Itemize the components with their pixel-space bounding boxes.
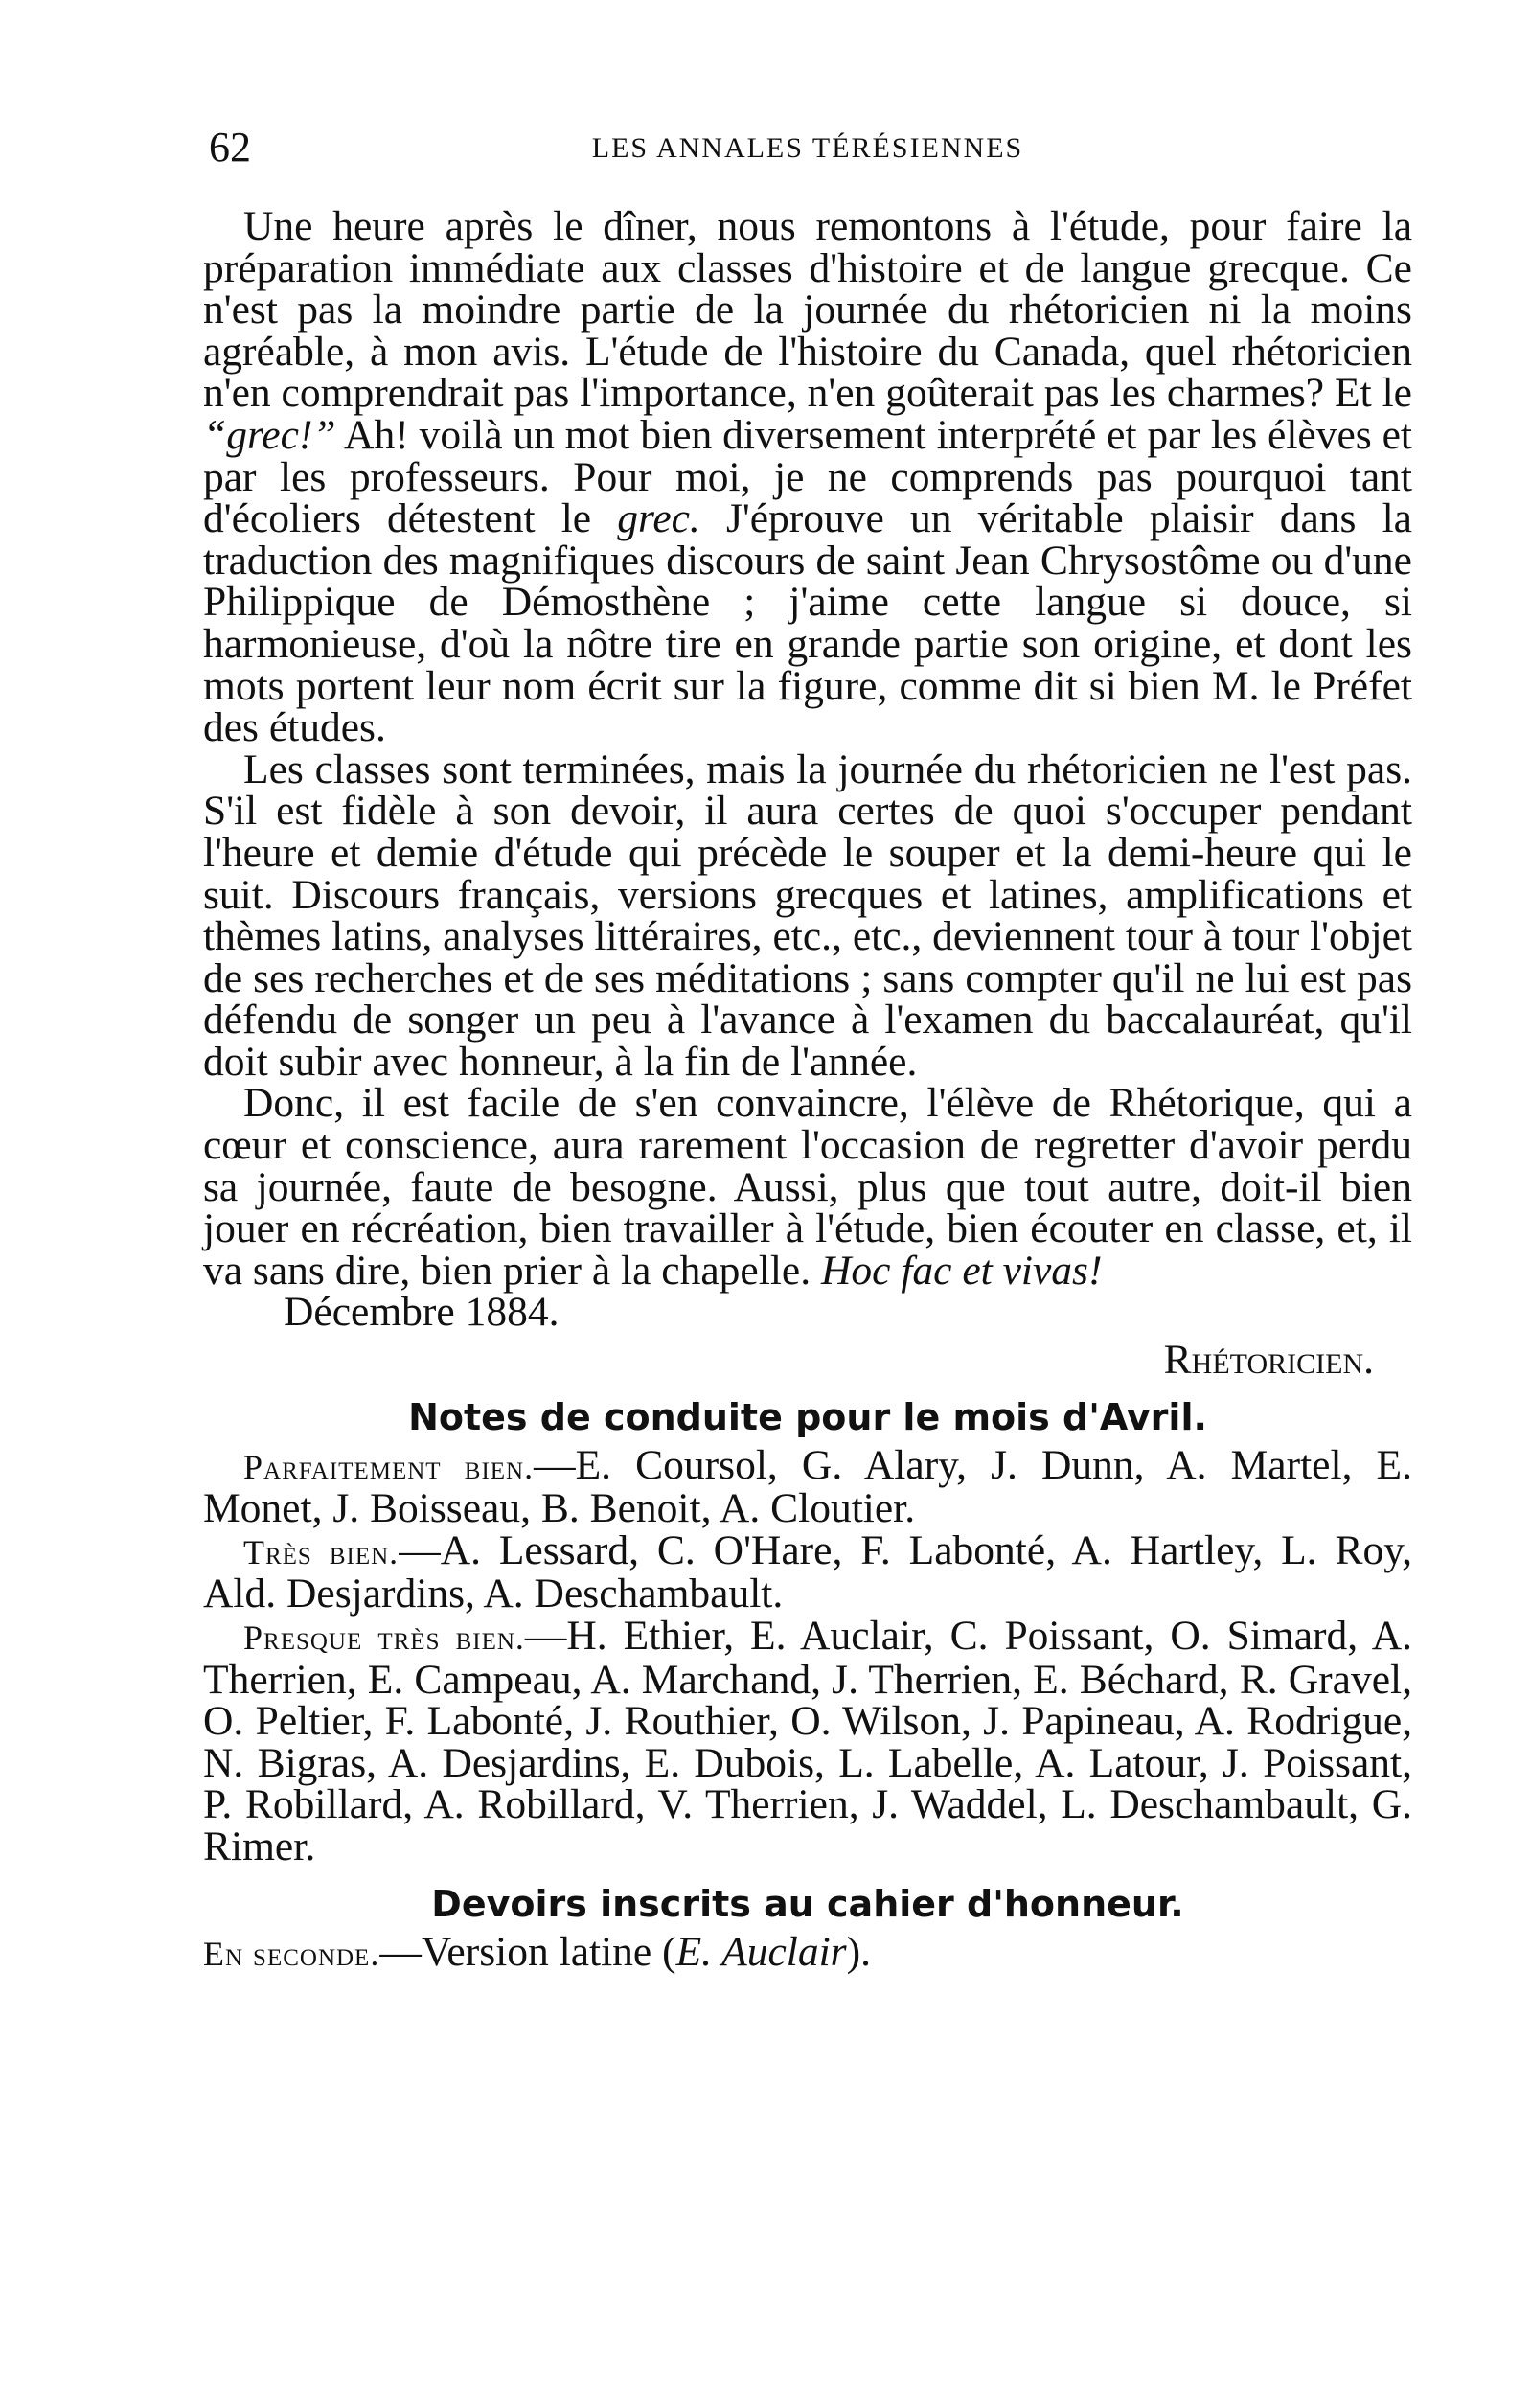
paragraph-text: J'éprouve un véritable plaisir dans la traduction des magnifiques discours de saint Jean Chrysostôme ou d'une Philippique de Démosthène ; j'aime cette langue si douce, si harmonieuse, d'où la nôtre tire en grande partie son origine, et dont les mots portent leur nom écrit sur la figure, comme dit si bien M. le Préfet des études. (203, 495, 1412, 751)
honor-entry (203, 1928, 1412, 1976)
paragraph-text: Une heure après le dîner, nous remontons à l'étude, pour faire la préparation immédiate aux classes d'histoire et de langue grecque. Ce n'est pas la moindre partie de la journée du rhétoricien ni la moins agréable, à mon avis. L'étude de l'histoire du Canada, quel rhétoricien n'en comprendrait pas l'importance, n'en goûterait pas les charmes? Et le (203, 203, 1412, 417)
page-body (203, 203, 1413, 1975)
honor-student: E. Auclair (675, 1928, 847, 1975)
paragraph-text: Donc, il est facile de s'en convaincre, l'élève de Rhétorique, qui a cœur et conscience, aura rarement l'occasion de regretter d'avoir perdu sa journée, faute de besogne. Aussi, plus que tout autre, doit-il bien jouer en récréation, bien travailler à l'étude, bien écouter en classe, et, il va sans dire, bien prier à la chapelle. (203, 1080, 1412, 1294)
conduct-names: —E. Coursol, G. Alary, J. Dunn, A. Martel, E. Monet, J. Boisseau, B. Benoit, A. Cloutier. (203, 1441, 1413, 1532)
conduct-label: Presque très bien. (243, 1618, 525, 1657)
paragraph-classes: Les classes sont terminées, mais la journée du rhétoricien ne l'est pas. S'il est fidèle à son devoir, il aura certes de quoi s'occuper pendant l'heure et demie d'étude qui précède le souper et la demi-heure qui le suit. Discours français, versions grecques et latines, amplifications et thèmes latins, analyses littéraires, etc., etc., deviennent tour à tour l'objet de ses recherches et de ses méditations ; sans compter qu'il ne lui est pas défendu de songer un peu à l'avance à l'examen du baccalauréat, qu'il doit subir avec honneur, à la fin de l'année. (203, 745, 1412, 1085)
conduct-heading: Notes de conduite pour le mois d'Avril. (408, 1395, 1207, 1438)
date-line: Décembre 1884. (284, 1289, 560, 1336)
conduct-group-tres-bien (203, 1526, 1413, 1617)
signature: Rhétoricien. (1163, 1337, 1374, 1384)
honor-label: En seconde. (203, 1934, 380, 1973)
running-head: LES ANNALES TÉRÉSIENNES (591, 132, 1024, 164)
italic-grec-quote: “grec!” (203, 411, 336, 458)
page-number: 62 (209, 124, 251, 171)
conduct-names: —A. Lessard, C. O'Hare, F. Labonté, A. Hartley, L. Roy, Ald. Desjardins, A. Deschambault. (203, 1526, 1413, 1617)
italic-grec: grec. (617, 495, 700, 542)
honor-close: ). (846, 1928, 871, 1975)
paragraph-study (203, 203, 1412, 751)
conduct-names: —H. Ethier, E. Auclair, C. Poissant, O. Simard, A. Therrien, E. Campeau, A. Marchand, J. Therrien, E. Béchard, R. Gravel, O. Peltier, F. Labonté, J. Routhier, O. Wilson, J. Papineau, A. Rodrigue, N. Bigras, A. Desjardins, E. Dubois, L. Labelle, A. Latour, J. Poissant, P. Robillard, A. Robillard, V. Therrien, J. Waddel, L. Deschambault, G. Rimer. (203, 1613, 1412, 1869)
paragraph-conclusion (203, 1080, 1412, 1294)
conduct-group-parfaitement (203, 1441, 1413, 1532)
honor-heading: Devoirs inscrits au cahier d'honneur. (431, 1882, 1184, 1925)
conduct-label: Très bien. (243, 1532, 400, 1571)
latin-motto: Hoc fac et vivas! (820, 1247, 1103, 1294)
page-header (209, 123, 1406, 180)
honor-text: —Version latine ( (379, 1928, 676, 1975)
paragraph-text: Ah! voilà un mot bien diversement interprété et par les élèves et par les professeurs. Pour moi, je ne comprends pas pourquoi tant d'écoliers détestent le (203, 411, 1412, 542)
conduct-group-presque (203, 1613, 1412, 1869)
conduct-label: Parfaitement bien. (243, 1447, 535, 1486)
